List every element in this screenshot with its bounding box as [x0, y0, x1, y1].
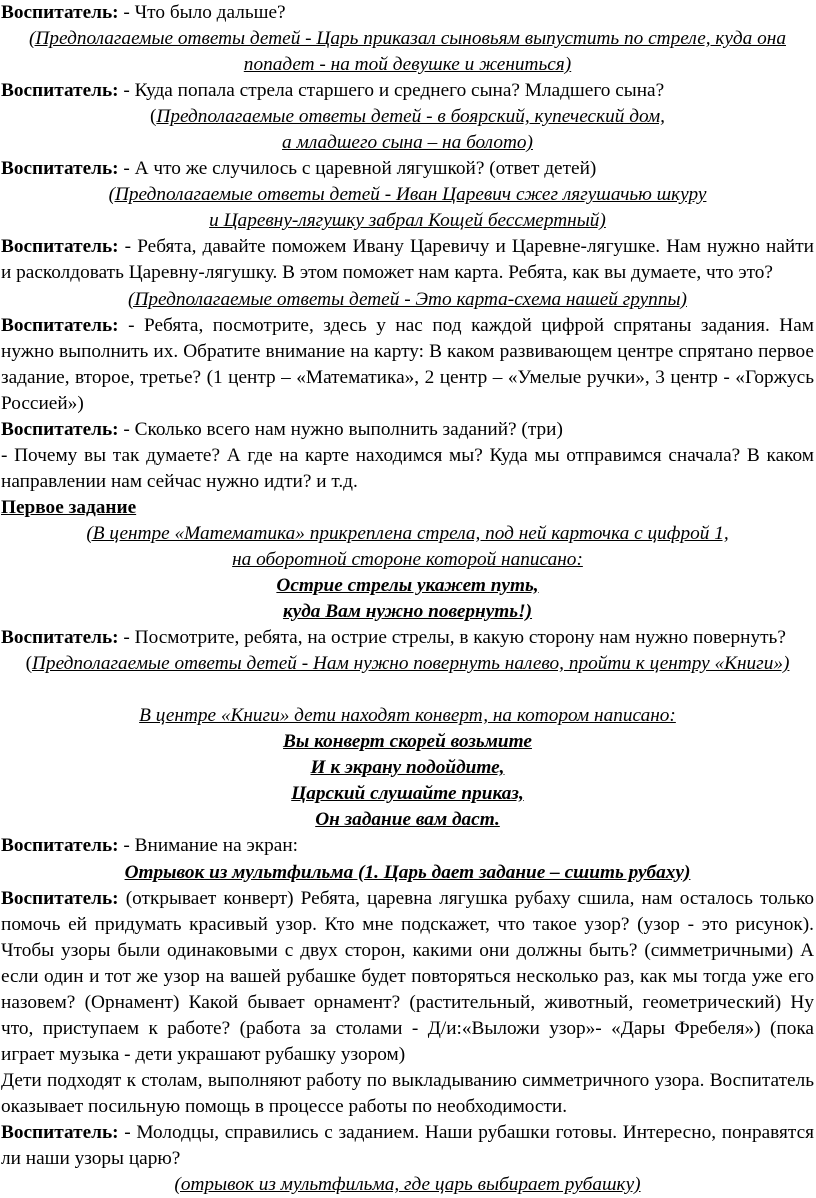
paragraph-text: - Молодцы, справились с заданием. Наши рубашки готовы. Интересно, понравятся ли наши узоры царю? — [1, 1121, 814, 1170]
paragraph-11 — [1, 1068, 814, 1120]
paragraph-text: Дети подходят к столам, выполняют работу по выкладыванию симметричного узора. Воспитатель оказывает посильную помощь в процессе работы по необходимости. — [1, 1069, 814, 1117]
verse-line — [1, 781, 814, 807]
verse-text: Царский слушайте приказ, — [291, 783, 524, 805]
section-heading-text: Первое задание — [1, 496, 137, 518]
expected-answer-text: а младшего сына – на болото) — [282, 132, 533, 154]
verse-line — [1, 573, 814, 599]
expected-answer — [1, 104, 814, 130]
paragraph-text: - Что было дальше? — [118, 2, 286, 23]
stage-direction-text: на оборотной стороне которой написано: — [232, 548, 583, 570]
video-note-text: Отрывок из мультфильма (1. Царь дает задание – сшить рубаху) — [124, 861, 691, 883]
open-paren: ( — [25, 653, 32, 675]
paragraph-12 — [1, 1120, 814, 1172]
paragraph-text: - Посмотрите, ребята, на острие стрелы, в какую сторону нам нужно повернуть? — [118, 627, 786, 649]
open-paren: ( — [149, 106, 157, 128]
verse-text: Острие стрелы укажет путь, — [276, 575, 539, 597]
paragraph-text: - Куда попала стрела старшего и среднего сына? Младшего сына? — [118, 80, 665, 102]
speaker-label: Воспитатель: — [1, 236, 119, 258]
expected-answer — [1, 182, 814, 208]
expected-answer-text: и Царевну-лягушку забрал Кощей бессмертный) — [209, 210, 606, 232]
stage-direction — [1, 703, 814, 729]
speaker-label: Воспитатель: — [1, 314, 119, 336]
expected-answer-text: попадет - на той девушке и жениться) — [243, 54, 572, 76]
speaker-label: Воспитатель: — [1, 887, 119, 909]
paragraph-text: - Почему вы так думаете? А где на карте находимся мы? Куда мы отправимся сначала? В каком направлении нам сейчас нужно идти? и т.д. — [1, 444, 814, 492]
speaker-label: Воспитатель: — [1, 835, 119, 857]
expected-answer-text: (Предполагаемые ответы детей - Иван Царевич сжег лягушачью шкуру — [108, 184, 707, 206]
expected-answer — [1, 287, 814, 313]
speaker-label: Воспитатель: — [1, 158, 119, 180]
video-note — [1, 860, 814, 886]
paragraph-text: - Ребята, посмотрите, здесь у нас под каждой цифрой спрятаны задания. Нам нужно выполнить их. Обратите внимание на карту: В каком развивающем центре спрятано первое задание, второе, третье? (1 центр – «Математика», 2 центр – «Умелые ручки», 3 центр - «Горжусь Россией») — [1, 314, 814, 414]
blank-line — [1, 677, 814, 703]
paragraph-2 — [1, 78, 814, 104]
paragraph-1 — [1, 0, 814, 26]
verse-line — [1, 807, 814, 833]
expected-answer-text: (Предполагаемые ответы детей - Царь приказал сыновьям выпустить по стреле, куда она — [29, 28, 786, 50]
expected-answer — [1, 130, 814, 156]
paragraph-text: (открывает конверт) Ребята, царевна лягушка рубаху сшила, нам осталось только помочь ей придумать красивый узор. Кто мне подскажет, что такое узор? (узор - это рисунок). Чтобы узоры были одинаковыми с двух сторон, какими они должны быть? (симметричными) А если один и тот же узор на вашей рубашке будет повторяться несколько раз, как мы тогда уже его назовем? (Орнамент) Какой бывает орнамент? (растительный, животный, геометрический) Ну что, приступаем к работе? (работа за столами - Д/и:«Выложи узор»- «Дары Фребеля») (пока играет музыка - дети украшают рубашку узором) — [1, 887, 814, 1065]
paragraph-3 — [1, 156, 814, 182]
expected-answer — [1, 52, 814, 78]
stage-direction — [1, 521, 814, 547]
paragraph-text: - А что же случилось с царевной лягушкой? (ответ детей) — [118, 158, 597, 180]
paragraph-text: - Внимание на экран: — [118, 835, 299, 857]
speaker-label: Воспитатель: — [1, 627, 119, 649]
verse-line — [1, 599, 814, 625]
stage-direction-text: В центре «Книги» дети находят конверт, на котором написано: — [139, 705, 676, 727]
paragraph-10 — [1, 886, 814, 1068]
speaker-label: Воспитатель: — [1, 80, 119, 102]
paragraph-8 — [1, 625, 814, 651]
paragraph-7 — [1, 443, 814, 495]
expected-answer — [1, 208, 814, 234]
paragraph-6 — [1, 417, 814, 443]
verse-text: Он задание вам даст. — [315, 809, 500, 831]
stage-direction-text: (отрывок из мультфильма, где царь выбирает рубашку) — [174, 1174, 641, 1196]
expected-answer-text: Предполагаемые ответы детей - в боярский, купеческий дом, — [156, 106, 665, 128]
paragraph-9 — [1, 833, 814, 859]
expected-answer-text: Предполагаемые ответы детей - Нам нужно повернуть налево, пройти к центру «Книги») — [32, 653, 790, 675]
verse-text: Вы конверт скорей возьмите — [283, 731, 532, 753]
verse-text: куда Вам нужно повернуть!) — [282, 601, 533, 623]
speaker-label: Воспитатель: — [1, 418, 119, 440]
expected-answer — [1, 651, 814, 677]
verse-text: И к экрану подойдите, — [310, 757, 505, 779]
speaker-label: Воспитатель: — [1, 2, 119, 23]
speaker-label: Воспитатель: — [1, 1121, 119, 1143]
stage-direction — [1, 1172, 814, 1198]
stage-direction — [1, 547, 814, 573]
stage-direction-text: (В центре «Математика» прикреплена стрела, под ней карточка с цифрой 1, — [86, 522, 729, 544]
expected-answer — [1, 26, 814, 52]
verse-line — [1, 755, 814, 781]
paragraph-text: - Сколько всего нам нужно выполнить заданий? (три) — [118, 418, 563, 440]
paragraph-4 — [1, 234, 814, 286]
section-heading — [1, 495, 814, 521]
paragraph-5 — [1, 313, 814, 417]
verse-line — [1, 729, 814, 755]
expected-answer-text: (Предполагаемые ответы детей - Это карта-схема нашей группы) — [128, 288, 687, 310]
paragraph-text: - Ребята, давайте поможем Ивану Царевичу и Царевне-лягушке. Нам нужно найти и расколдовать Царевну-лягушку. В этом поможет нам карта. Ребята, как вы думаете, что это? — [1, 236, 814, 284]
